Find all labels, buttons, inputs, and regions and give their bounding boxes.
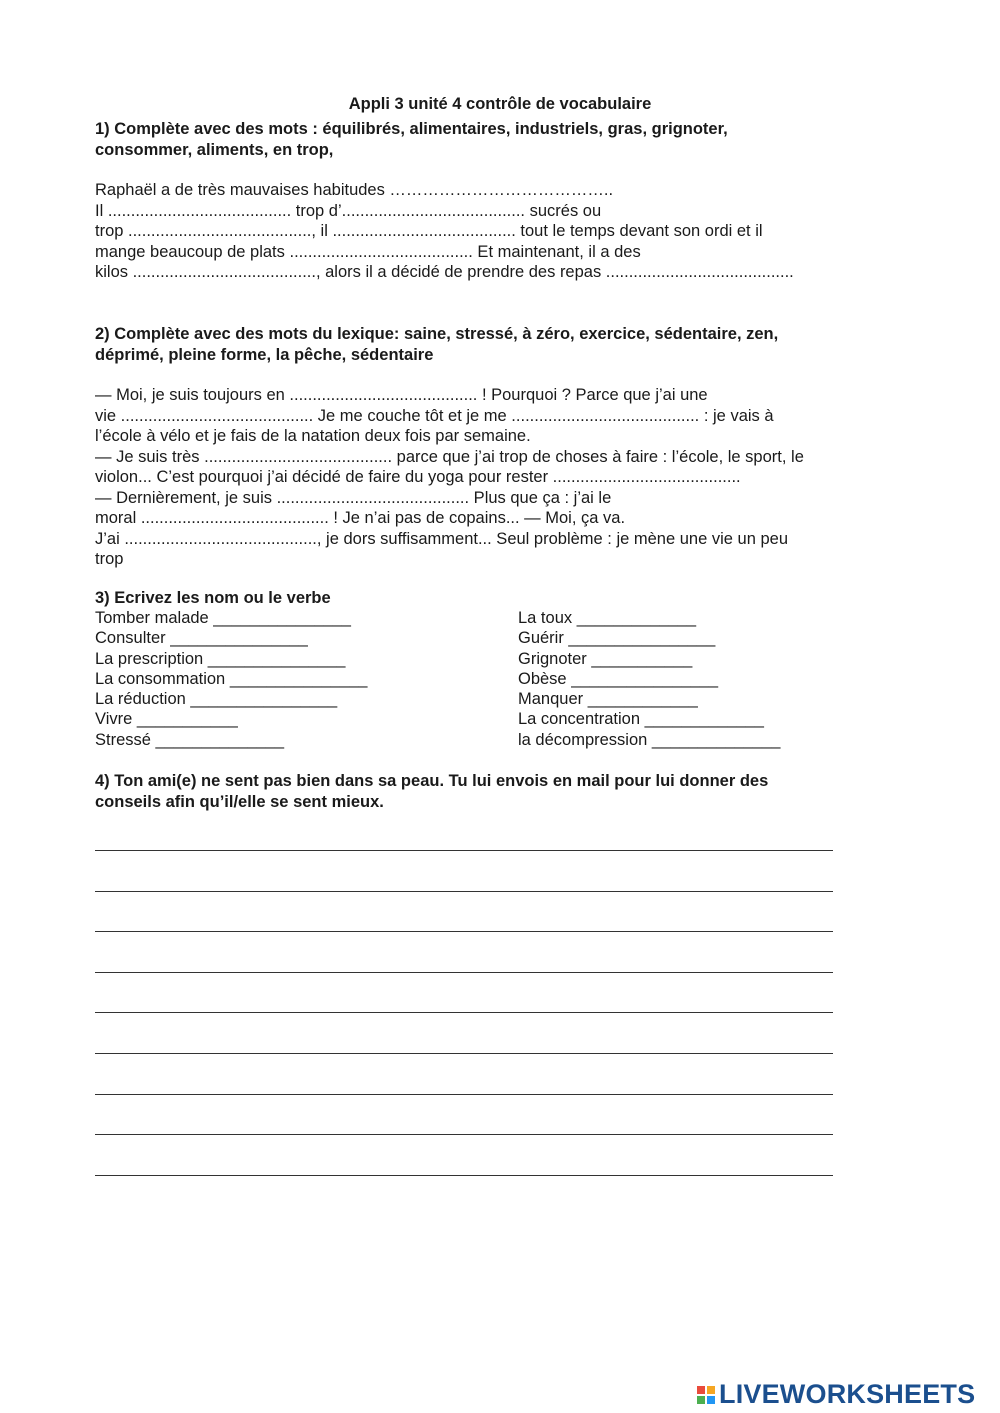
section1-line[interactable]: Raphaël a de très mauvaises habitudes …………………………………..	[95, 181, 614, 199]
word-item[interactable]: Tomber malade _______________	[95, 609, 351, 627]
liveworksheets-logo	[697, 1378, 975, 1410]
answer-line[interactable]	[95, 972, 833, 973]
word-item[interactable]: La consommation _______________	[95, 669, 368, 688]
word-list-right	[518, 608, 780, 750]
section2-line: trop	[95, 550, 124, 568]
section1-text	[95, 180, 915, 283]
word-item[interactable]: Grignoter ___________	[518, 649, 693, 668]
word-list-left	[95, 608, 367, 750]
word-item[interactable]: La toux _____________	[518, 609, 697, 627]
answer-line[interactable]	[95, 1094, 833, 1095]
section2-heading-line: 2) Complète avec des mots du lexique: saine, stressé, à zéro, exercice, sédentaire, zen,	[95, 325, 779, 343]
section2-line[interactable]: — Je suis très ......................................... parce que j’ai trop de choses à faire : l’école, le sport, le	[95, 447, 804, 466]
answer-line[interactable]	[95, 891, 833, 892]
section4-heading-line: conseils afin qu’il/elle se sent mieux.	[95, 792, 384, 811]
section1-heading-line: consommer, aliments, en trop,	[95, 140, 334, 159]
section1-line[interactable]: mange beaucoup de plats ........................................ Et maintenant, il a des	[95, 242, 641, 261]
section2-line[interactable]: — Dernièrement, je suis .......................................... Plus que ça : j’ai le	[95, 488, 612, 507]
section3-heading: 3) Ecrivez les nom ou le verbe	[95, 589, 331, 607]
logo-text: LIVEWORKSHEETS	[719, 1378, 976, 1409]
logo-blocks-icon	[697, 1386, 715, 1404]
word-item[interactable]: Guérir ________________	[518, 629, 716, 648]
section1-line[interactable]: kilos ........................................, alors il a décidé de prendre des repas .........................................	[95, 263, 794, 281]
word-item[interactable]: la décompression ______________	[518, 730, 781, 749]
section1-line[interactable]: Il ........................................ trop d’........................................ sucrés ou	[95, 201, 602, 220]
section4-heading-line: 4) Ton ami(e) ne sent pas bien dans sa peau. Tu lui envois en mail pour lui donner des	[95, 772, 769, 790]
section2-text	[95, 385, 915, 570]
section1-heading	[95, 119, 895, 160]
section4-heading	[95, 771, 895, 812]
word-item[interactable]: La prescription _______________	[95, 649, 346, 668]
answer-line[interactable]	[95, 931, 833, 932]
word-item[interactable]: La concentration _____________	[518, 710, 764, 729]
section2-line[interactable]: J’ai .........................................., je dors suffisamment... Seul problème : je mène une vie un peu	[95, 529, 788, 548]
word-item[interactable]: Vivre ___________	[95, 710, 238, 729]
page-title: Appli 3 unité 4 contrôle de vocabulaire	[348, 95, 652, 113]
word-item[interactable]: Manquer ____________	[518, 690, 698, 709]
word-item[interactable]: Consulter _______________	[95, 629, 308, 648]
word-item[interactable]: Obèse ________________	[518, 669, 719, 688]
answer-line[interactable]	[95, 1175, 833, 1176]
section2-line[interactable]: moral ......................................... ! Je n’ai pas de copains... — Moi, ça va.	[95, 509, 626, 527]
section2-heading	[95, 324, 895, 365]
section2-line[interactable]: vie .......................................... Je me couche tôt et je me ......................................... : je vais à	[95, 406, 774, 425]
word-item[interactable]: Stressé ______________	[95, 730, 284, 749]
answer-line[interactable]	[95, 1134, 833, 1135]
section2-line[interactable]: — Moi, je suis toujours en ......................................... ! Pourquoi ? Parce que j’ai une	[95, 386, 708, 404]
section2-line: l’école à vélo et je fais de la natation deux fois par semaine.	[95, 427, 531, 445]
section2-heading-line: déprimé, pleine forme, la pêche, sédentaire	[95, 345, 434, 364]
answer-line[interactable]	[95, 850, 833, 851]
section2-line[interactable]: violon... C’est pourquoi j’ai décidé de faire du yoga pour rester .........................................	[95, 468, 741, 486]
section1-line[interactable]: trop ........................................, il ........................................ tout le temps devant son ordi et il	[95, 222, 763, 240]
answer-line[interactable]	[95, 1012, 833, 1013]
word-item[interactable]: La réduction ________________	[95, 690, 338, 709]
section1-heading-line: 1) Complète avec des mots : équilibrés, alimentaires, industriels, gras, grignoter,	[95, 120, 728, 138]
answer-line[interactable]	[95, 1053, 833, 1054]
